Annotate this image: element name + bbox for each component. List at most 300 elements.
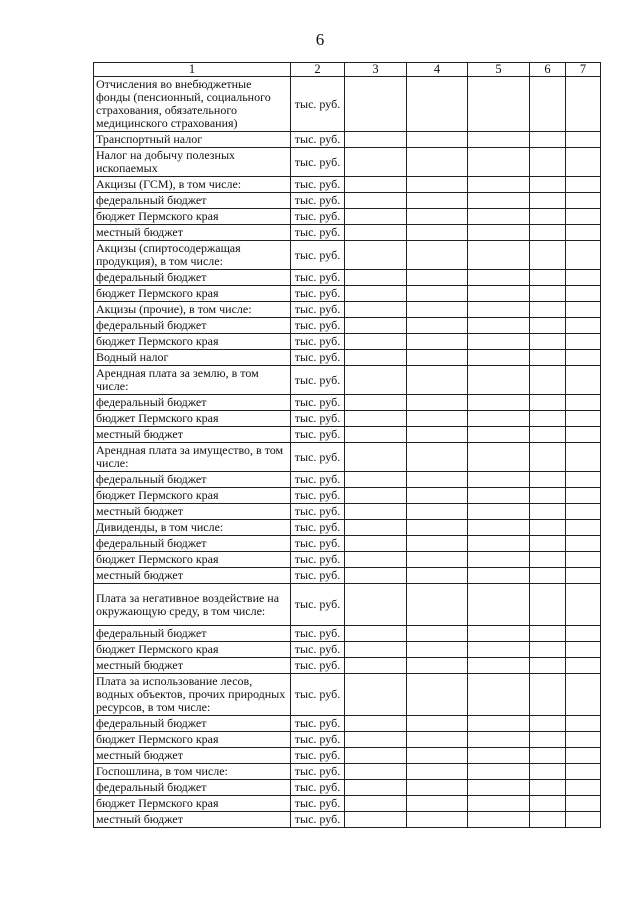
value-cell-col-6 (530, 504, 566, 520)
value-cell-col-3 (345, 626, 407, 642)
table-row (94, 812, 601, 828)
value-cell-col-6 (530, 796, 566, 812)
value-cell-col-7 (566, 732, 601, 748)
row-name-cell: федеральный бюджет (94, 716, 291, 732)
value-cell-col-4 (407, 350, 468, 366)
value-cell-col-4 (407, 318, 468, 334)
value-cell-col-6 (530, 642, 566, 658)
value-cell-col-6 (530, 177, 566, 193)
row-unit-cell: тыс. руб. (291, 796, 345, 812)
value-cell-col-3 (345, 443, 407, 472)
table-row (94, 395, 601, 411)
value-cell-col-4 (407, 241, 468, 270)
row-unit-cell: тыс. руб. (291, 658, 345, 674)
row-unit-cell: тыс. руб. (291, 302, 345, 318)
value-cell-col-4 (407, 177, 468, 193)
value-cell-col-6 (530, 225, 566, 241)
value-cell-col-4 (407, 193, 468, 209)
value-cell-col-3 (345, 658, 407, 674)
row-unit-cell: тыс. руб. (291, 716, 345, 732)
value-cell-col-5 (468, 716, 530, 732)
table-row (94, 472, 601, 488)
row-name-cell: Акцизы (прочие), в том числе: (94, 302, 291, 318)
row-unit-cell: тыс. руб. (291, 748, 345, 764)
value-cell-col-6 (530, 764, 566, 780)
value-cell-col-5 (468, 780, 530, 796)
value-cell-col-6 (530, 780, 566, 796)
value-cell-col-6 (530, 568, 566, 584)
value-cell-col-6 (530, 658, 566, 674)
row-unit-cell: тыс. руб. (291, 177, 345, 193)
row-unit-cell: тыс. руб. (291, 443, 345, 472)
value-cell-col-6 (530, 674, 566, 716)
table-row (94, 642, 601, 658)
value-cell-col-7 (566, 504, 601, 520)
value-cell-col-4 (407, 536, 468, 552)
column-header-5: 5 (468, 63, 530, 77)
row-unit-cell: тыс. руб. (291, 584, 345, 626)
value-cell-col-3 (345, 674, 407, 716)
value-cell-col-3 (345, 395, 407, 411)
value-cell-col-6 (530, 286, 566, 302)
row-name-cell: Арендная плата за имущество, в том числе: (94, 443, 291, 472)
value-cell-col-7 (566, 716, 601, 732)
value-cell-col-6 (530, 732, 566, 748)
value-cell-col-5 (468, 241, 530, 270)
value-cell-col-3 (345, 193, 407, 209)
row-name-cell: Дивиденды, в том числе: (94, 520, 291, 536)
row-name-cell: бюджет Пермского края (94, 796, 291, 812)
value-cell-col-6 (530, 411, 566, 427)
value-cell-col-5 (468, 209, 530, 225)
value-cell-col-6 (530, 395, 566, 411)
table-row (94, 427, 601, 443)
value-cell-col-5 (468, 366, 530, 395)
value-cell-col-4 (407, 642, 468, 658)
row-unit-cell: тыс. руб. (291, 270, 345, 286)
row-name-cell: федеральный бюджет (94, 536, 291, 552)
table-row (94, 270, 601, 286)
value-cell-col-3 (345, 270, 407, 286)
row-name-cell: местный бюджет (94, 748, 291, 764)
value-cell-col-7 (566, 427, 601, 443)
value-cell-col-3 (345, 334, 407, 350)
row-unit-cell: тыс. руб. (291, 812, 345, 828)
value-cell-col-3 (345, 209, 407, 225)
value-cell-col-3 (345, 132, 407, 148)
value-cell-col-3 (345, 796, 407, 812)
row-unit-cell: тыс. руб. (291, 318, 345, 334)
value-cell-col-7 (566, 148, 601, 177)
value-cell-col-5 (468, 764, 530, 780)
value-cell-col-6 (530, 472, 566, 488)
value-cell-col-7 (566, 209, 601, 225)
value-cell-col-3 (345, 716, 407, 732)
value-cell-col-4 (407, 812, 468, 828)
row-unit-cell: тыс. руб. (291, 411, 345, 427)
table-row (94, 77, 601, 132)
value-cell-col-5 (468, 812, 530, 828)
column-header-2: 2 (291, 63, 345, 77)
value-cell-col-4 (407, 658, 468, 674)
value-cell-col-5 (468, 488, 530, 504)
row-unit-cell: тыс. руб. (291, 366, 345, 395)
row-name-cell: местный бюджет (94, 812, 291, 828)
row-unit-cell: тыс. руб. (291, 626, 345, 642)
value-cell-col-3 (345, 77, 407, 132)
value-cell-col-5 (468, 225, 530, 241)
value-cell-col-3 (345, 642, 407, 658)
value-cell-col-6 (530, 302, 566, 318)
row-name-cell: бюджет Пермского края (94, 411, 291, 427)
row-unit-cell: тыс. руб. (291, 732, 345, 748)
value-cell-col-5 (468, 443, 530, 472)
row-unit-cell: тыс. руб. (291, 488, 345, 504)
value-cell-col-4 (407, 584, 468, 626)
table-row (94, 241, 601, 270)
table-row (94, 780, 601, 796)
value-cell-col-3 (345, 148, 407, 177)
table-row (94, 177, 601, 193)
value-cell-col-7 (566, 132, 601, 148)
table-row (94, 225, 601, 241)
value-cell-col-5 (468, 270, 530, 286)
value-cell-col-7 (566, 366, 601, 395)
value-cell-col-6 (530, 350, 566, 366)
value-cell-col-7 (566, 488, 601, 504)
table-row (94, 732, 601, 748)
table-row (94, 302, 601, 318)
value-cell-col-4 (407, 366, 468, 395)
value-cell-col-4 (407, 334, 468, 350)
row-unit-cell: тыс. руб. (291, 642, 345, 658)
value-cell-col-7 (566, 77, 601, 132)
row-name-cell: Акцизы (спиртосодержащая продукция), в том числе: (94, 241, 291, 270)
value-cell-col-7 (566, 177, 601, 193)
value-cell-col-6 (530, 536, 566, 552)
row-name-cell: местный бюджет (94, 504, 291, 520)
value-cell-col-3 (345, 318, 407, 334)
table-row (94, 520, 601, 536)
table-row (94, 626, 601, 642)
table-row (94, 350, 601, 366)
value-cell-col-7 (566, 520, 601, 536)
row-unit-cell: тыс. руб. (291, 193, 345, 209)
row-unit-cell: тыс. руб. (291, 552, 345, 568)
value-cell-col-7 (566, 552, 601, 568)
value-cell-col-6 (530, 520, 566, 536)
value-cell-col-5 (468, 568, 530, 584)
value-cell-col-3 (345, 748, 407, 764)
page-number: 6 (315, 30, 325, 49)
value-cell-col-6 (530, 488, 566, 504)
row-name-cell: Плата за негативное воздействие на окружающую среду, в том числе: (94, 584, 291, 626)
value-cell-col-5 (468, 427, 530, 443)
value-cell-col-4 (407, 411, 468, 427)
value-cell-col-6 (530, 318, 566, 334)
row-name-cell: федеральный бюджет (94, 270, 291, 286)
value-cell-col-3 (345, 366, 407, 395)
value-cell-col-4 (407, 520, 468, 536)
value-cell-col-7 (566, 334, 601, 350)
row-unit-cell: тыс. руб. (291, 472, 345, 488)
value-cell-col-6 (530, 270, 566, 286)
row-name-cell: Водный налог (94, 350, 291, 366)
row-name-cell: местный бюджет (94, 568, 291, 584)
value-cell-col-5 (468, 148, 530, 177)
value-cell-col-7 (566, 658, 601, 674)
table-row (94, 504, 601, 520)
row-name-cell: Налог на добычу полезных ископаемых (94, 148, 291, 177)
row-unit-cell: тыс. руб. (291, 395, 345, 411)
value-cell-col-5 (468, 536, 530, 552)
table-row (94, 334, 601, 350)
value-cell-col-6 (530, 427, 566, 443)
row-name-cell: федеральный бюджет (94, 472, 291, 488)
row-unit-cell: тыс. руб. (291, 504, 345, 520)
value-cell-col-5 (468, 77, 530, 132)
value-cell-col-4 (407, 225, 468, 241)
table-row (94, 796, 601, 812)
value-cell-col-5 (468, 626, 530, 642)
value-cell-col-3 (345, 427, 407, 443)
row-unit-cell: тыс. руб. (291, 764, 345, 780)
value-cell-col-4 (407, 148, 468, 177)
table-row (94, 568, 601, 584)
row-name-cell: федеральный бюджет (94, 626, 291, 642)
value-cell-col-5 (468, 504, 530, 520)
value-cell-col-7 (566, 536, 601, 552)
value-cell-col-6 (530, 148, 566, 177)
value-cell-col-7 (566, 764, 601, 780)
value-cell-col-7 (566, 748, 601, 764)
table-row (94, 658, 601, 674)
row-name-cell: бюджет Пермского края (94, 209, 291, 225)
row-unit-cell: тыс. руб. (291, 536, 345, 552)
value-cell-col-3 (345, 488, 407, 504)
value-cell-col-6 (530, 366, 566, 395)
row-unit-cell: тыс. руб. (291, 225, 345, 241)
row-name-cell: федеральный бюджет (94, 318, 291, 334)
value-cell-col-6 (530, 584, 566, 626)
row-name-cell: Отчисления во внебюджетные фонды (пенсионный, социального страхования, обязательного медицинского страхования) (94, 77, 291, 132)
table-row (94, 411, 601, 427)
table-row (94, 748, 601, 764)
table-row (94, 286, 601, 302)
row-unit-cell: тыс. руб. (291, 520, 345, 536)
table-row (94, 716, 601, 732)
value-cell-col-6 (530, 334, 566, 350)
value-cell-col-6 (530, 552, 566, 568)
value-cell-col-4 (407, 302, 468, 318)
row-unit-cell: тыс. руб. (291, 674, 345, 716)
row-unit-cell: тыс. руб. (291, 780, 345, 796)
row-name-cell: федеральный бюджет (94, 395, 291, 411)
value-cell-col-4 (407, 77, 468, 132)
value-cell-col-5 (468, 584, 530, 626)
value-cell-col-7 (566, 241, 601, 270)
table-row (94, 443, 601, 472)
value-cell-col-5 (468, 132, 530, 148)
value-cell-col-7 (566, 642, 601, 658)
column-header-4: 4 (407, 63, 468, 77)
row-unit-cell: тыс. руб. (291, 132, 345, 148)
value-cell-col-4 (407, 132, 468, 148)
value-cell-col-5 (468, 411, 530, 427)
value-cell-col-7 (566, 472, 601, 488)
row-name-cell: Госпошлина, в том числе: (94, 764, 291, 780)
table-row (94, 193, 601, 209)
value-cell-col-4 (407, 780, 468, 796)
value-cell-col-3 (345, 536, 407, 552)
value-cell-col-4 (407, 626, 468, 642)
value-cell-col-4 (407, 748, 468, 764)
value-cell-col-4 (407, 552, 468, 568)
row-name-cell: федеральный бюджет (94, 780, 291, 796)
value-cell-col-5 (468, 472, 530, 488)
value-cell-col-6 (530, 443, 566, 472)
value-cell-col-5 (468, 334, 530, 350)
value-cell-col-6 (530, 193, 566, 209)
value-cell-col-7 (566, 318, 601, 334)
value-cell-col-4 (407, 395, 468, 411)
value-cell-col-7 (566, 780, 601, 796)
value-cell-col-5 (468, 395, 530, 411)
value-cell-col-3 (345, 812, 407, 828)
row-name-cell: местный бюджет (94, 427, 291, 443)
row-unit-cell: тыс. руб. (291, 148, 345, 177)
value-cell-col-5 (468, 302, 530, 318)
value-cell-col-3 (345, 568, 407, 584)
value-cell-col-3 (345, 504, 407, 520)
value-cell-col-3 (345, 177, 407, 193)
value-cell-col-3 (345, 780, 407, 796)
value-cell-col-3 (345, 350, 407, 366)
table-body (94, 77, 601, 828)
value-cell-col-7 (566, 796, 601, 812)
value-cell-col-5 (468, 796, 530, 812)
value-cell-col-5 (468, 350, 530, 366)
row-name-cell: Акцизы (ГСМ), в том числе: (94, 177, 291, 193)
value-cell-col-5 (468, 674, 530, 716)
value-cell-col-3 (345, 225, 407, 241)
row-unit-cell: тыс. руб. (291, 334, 345, 350)
value-cell-col-7 (566, 225, 601, 241)
row-name-cell: федеральный бюджет (94, 193, 291, 209)
table-row (94, 148, 601, 177)
value-cell-col-7 (566, 443, 601, 472)
row-unit-cell: тыс. руб. (291, 209, 345, 225)
table-row (94, 132, 601, 148)
value-cell-col-5 (468, 732, 530, 748)
table-row (94, 674, 601, 716)
value-cell-col-3 (345, 286, 407, 302)
value-cell-col-6 (530, 209, 566, 225)
value-cell-col-7 (566, 674, 601, 716)
value-cell-col-4 (407, 568, 468, 584)
value-cell-col-7 (566, 411, 601, 427)
row-name-cell: местный бюджет (94, 658, 291, 674)
header-row (94, 63, 601, 77)
value-cell-col-7 (566, 270, 601, 286)
value-cell-col-3 (345, 302, 407, 318)
column-header-3: 3 (345, 63, 407, 77)
value-cell-col-4 (407, 286, 468, 302)
table-row (94, 584, 601, 626)
row-unit-cell: тыс. руб. (291, 350, 345, 366)
row-name-cell: Транспортный налог (94, 132, 291, 148)
budget-table (93, 62, 601, 828)
value-cell-col-4 (407, 732, 468, 748)
row-unit-cell: тыс. руб. (291, 568, 345, 584)
value-cell-col-4 (407, 764, 468, 780)
value-cell-col-4 (407, 443, 468, 472)
value-cell-col-6 (530, 716, 566, 732)
value-cell-col-4 (407, 796, 468, 812)
value-cell-col-5 (468, 177, 530, 193)
value-cell-col-4 (407, 209, 468, 225)
row-name-cell: бюджет Пермского края (94, 552, 291, 568)
value-cell-col-6 (530, 77, 566, 132)
row-name-cell: бюджет Пермского края (94, 334, 291, 350)
table-row (94, 552, 601, 568)
table-row (94, 209, 601, 225)
row-name-cell: Плата за использование лесов, водных объектов, прочих природных ресурсов, в том числе: (94, 674, 291, 716)
value-cell-col-5 (468, 193, 530, 209)
value-cell-col-3 (345, 472, 407, 488)
column-header-1: 1 (94, 63, 291, 77)
table-row (94, 318, 601, 334)
row-unit-cell: тыс. руб. (291, 241, 345, 270)
value-cell-col-3 (345, 732, 407, 748)
value-cell-col-6 (530, 626, 566, 642)
value-cell-col-4 (407, 472, 468, 488)
value-cell-col-5 (468, 286, 530, 302)
table-row (94, 764, 601, 780)
value-cell-col-7 (566, 286, 601, 302)
value-cell-col-7 (566, 302, 601, 318)
value-cell-col-6 (530, 132, 566, 148)
value-cell-col-5 (468, 748, 530, 764)
value-cell-col-6 (530, 748, 566, 764)
value-cell-col-5 (468, 520, 530, 536)
value-cell-col-5 (468, 658, 530, 674)
value-cell-col-4 (407, 488, 468, 504)
table-row (94, 488, 601, 504)
value-cell-col-4 (407, 716, 468, 732)
value-cell-col-3 (345, 520, 407, 536)
value-cell-col-4 (407, 674, 468, 716)
value-cell-col-7 (566, 193, 601, 209)
column-header-7: 7 (566, 63, 601, 77)
value-cell-col-7 (566, 395, 601, 411)
value-cell-col-4 (407, 504, 468, 520)
column-header-6: 6 (530, 63, 566, 77)
row-name-cell: Арендная плата за землю, в том числе: (94, 366, 291, 395)
value-cell-col-5 (468, 318, 530, 334)
row-unit-cell: тыс. руб. (291, 427, 345, 443)
row-name-cell: бюджет Пермского края (94, 642, 291, 658)
value-cell-col-3 (345, 552, 407, 568)
row-name-cell: местный бюджет (94, 225, 291, 241)
value-cell-col-4 (407, 270, 468, 286)
row-name-cell: бюджет Пермского края (94, 488, 291, 504)
row-unit-cell: тыс. руб. (291, 77, 345, 132)
value-cell-col-7 (566, 568, 601, 584)
table-row (94, 366, 601, 395)
value-cell-col-7 (566, 812, 601, 828)
value-cell-col-4 (407, 427, 468, 443)
